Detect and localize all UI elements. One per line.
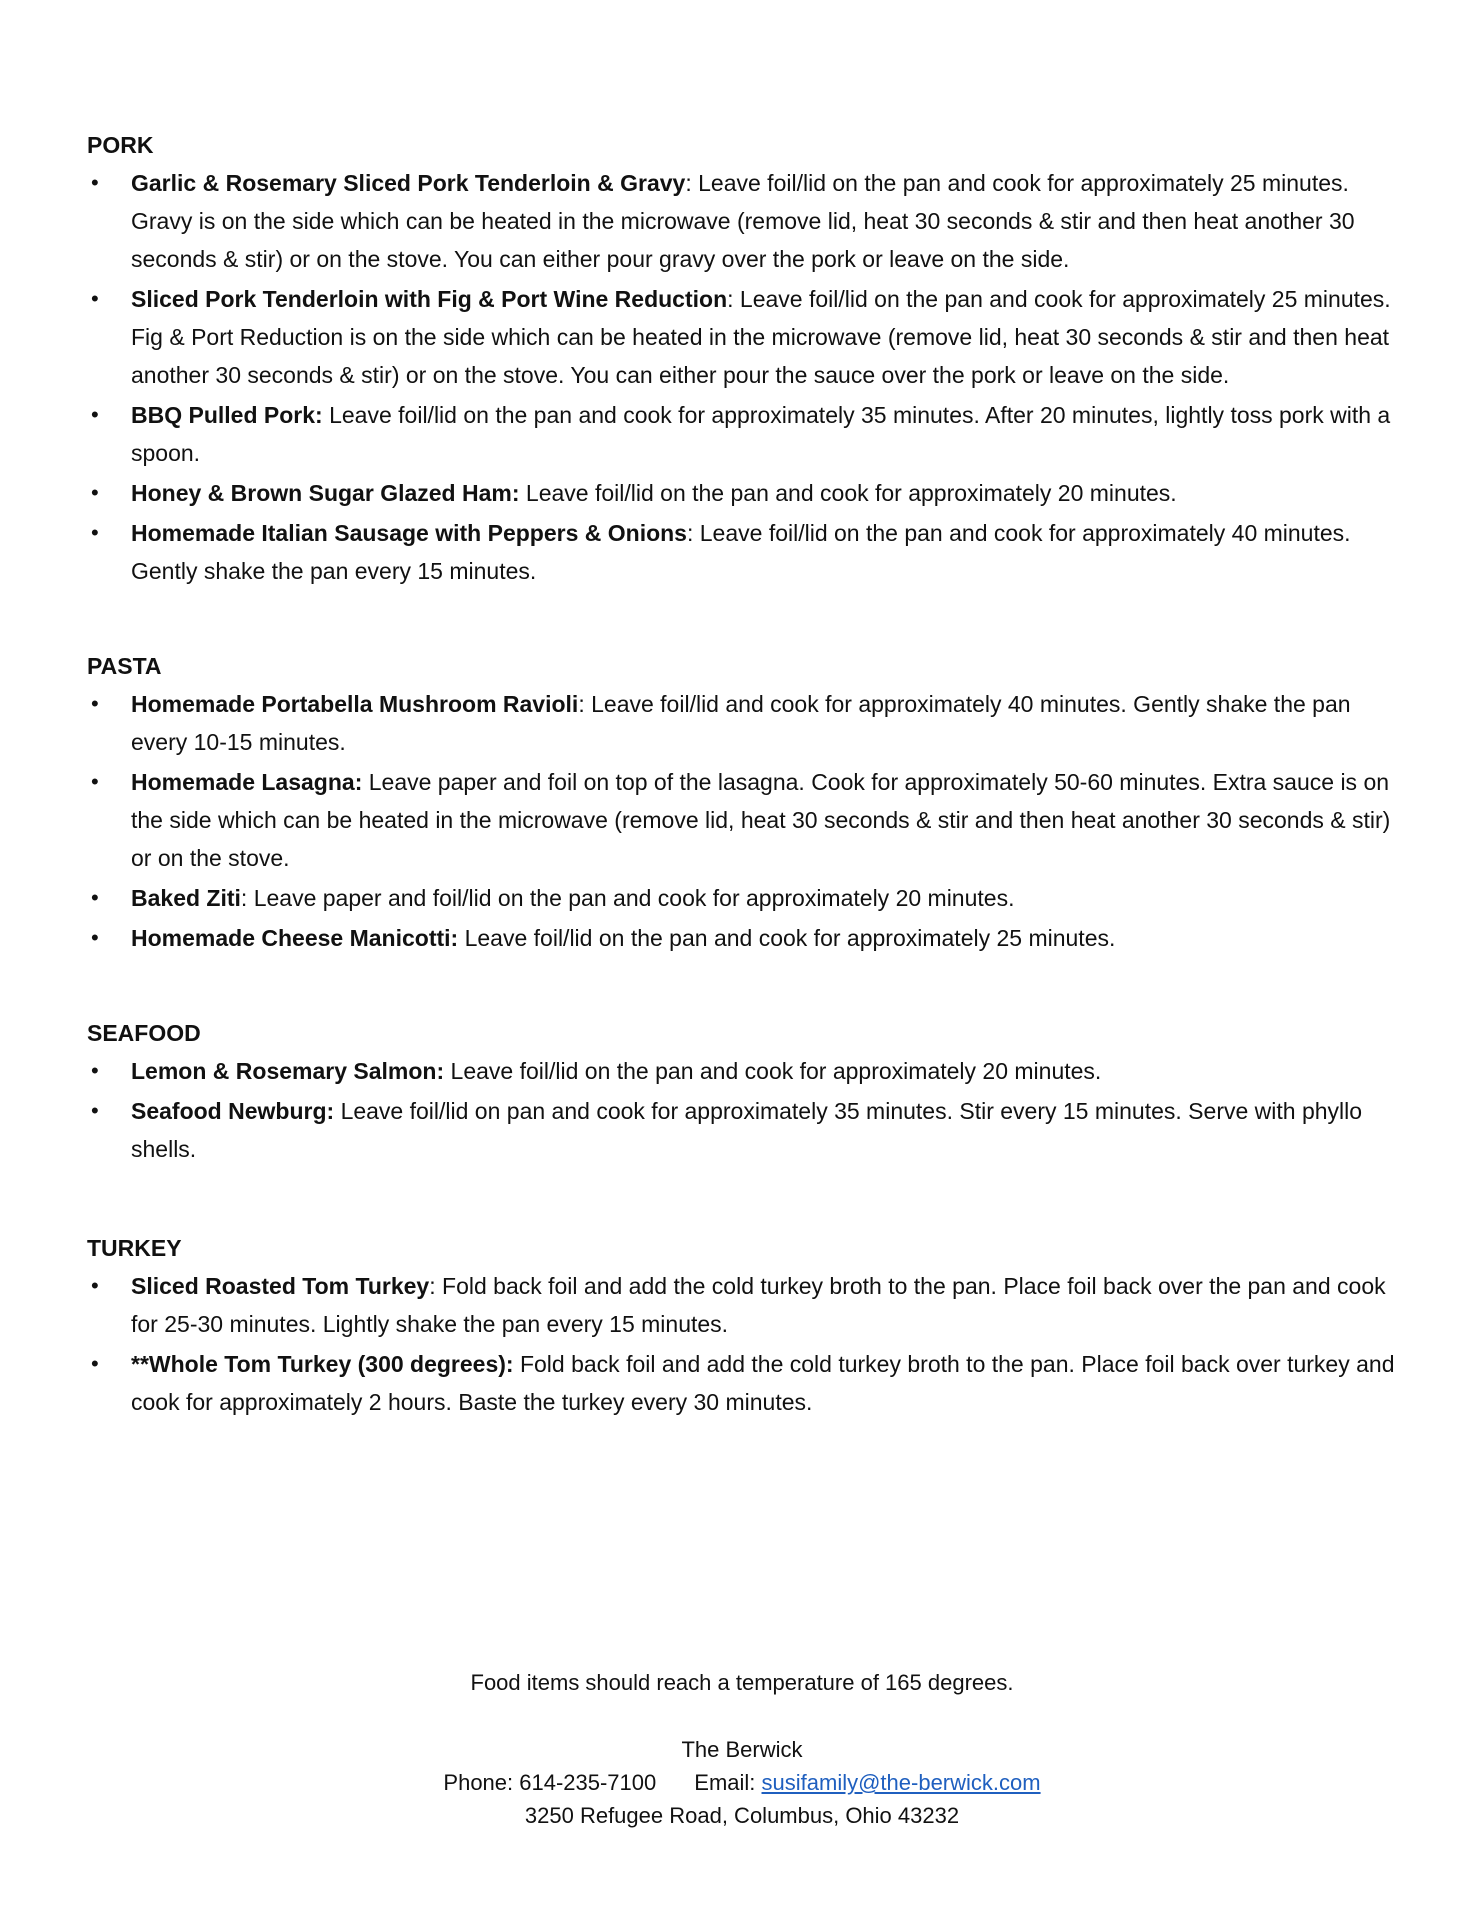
item-name: Homemade Italian Sausage with Peppers & Onions [131, 520, 687, 546]
item-name: Lemon & Rosemary Salmon: [131, 1058, 445, 1084]
phone-number: Phone: 614-235-7100 [443, 1770, 657, 1795]
item-name: Sliced Pork Tenderloin with Fig & Port Wine Reduction [131, 286, 728, 312]
contact-line [0, 1766, 1484, 1799]
section-pasta [87, 647, 1407, 957]
item-name: Homemade Cheese Manicotti: [131, 925, 459, 951]
bullet-icon: • [91, 885, 99, 910]
item-separator: : [429, 1273, 443, 1299]
item-name: Seafood Newburg: [131, 1098, 335, 1124]
bullet-icon: • [91, 402, 99, 427]
bullet-icon: • [91, 691, 99, 716]
item-instructions: Fold back foil and add the cold turkey broth to the pan. Place foil back over the pan and cook for 25-30 minutes. Lightly shake the pan every 15 minutes. [131, 1273, 1386, 1337]
section-turkey [87, 1229, 1407, 1421]
list-item [87, 474, 1407, 512]
address: 3250 Refugee Road, Columbus, Ohio 43232 [524, 1803, 960, 1828]
item-separator: : [240, 885, 254, 911]
section-heading: PASTA [87, 653, 162, 679]
item-instructions: Leave foil/lid on pan and cook for approximately 35 minutes. Stir every 15 minutes. Serve with phyllo shells. [131, 1098, 1363, 1162]
list-item [87, 514, 1407, 590]
item-name: Garlic & Rosemary Sliced Pork Tenderloin & Gravy [131, 170, 686, 196]
item-list [87, 164, 1407, 590]
item-name: Baked Ziti [131, 885, 241, 911]
list-item [87, 1092, 1407, 1168]
list-item [87, 919, 1407, 957]
item-instructions: Leave foil/lid on the pan and cook for approximately 40 minutes. Gently shake the pan every 15 minutes. [131, 520, 1351, 584]
section-spacer [87, 592, 1407, 647]
item-name: Honey & Brown Sugar Glazed Ham: [131, 480, 520, 506]
section-heading: SEAFOOD [87, 1020, 201, 1046]
list-item [87, 280, 1407, 394]
list-item [87, 1267, 1407, 1343]
temperature-note-text: Food items should reach a temperature of 165 degrees. [470, 1670, 1014, 1695]
item-instructions: Leave foil/lid on the pan and cook for approximately 35 minutes. After 20 minutes, lightly toss pork with a spoon. [131, 402, 1391, 466]
list-item [87, 396, 1407, 472]
temperature-note [0, 1666, 1484, 1699]
item-separator: : [685, 170, 699, 196]
list-item [87, 1345, 1407, 1421]
bullet-icon: • [91, 480, 99, 505]
section-heading: PORK [87, 132, 154, 158]
contact-block [0, 1733, 1484, 1832]
item-list [87, 685, 1407, 957]
item-separator: : [686, 520, 700, 546]
item-instructions: Leave foil/lid on the pan and cook for approximately 25 minutes. Gravy is on the side which can be heated in the microwave (remove lid, heat 30 seconds & stir and then heat another 30 seconds & stir) or on the stove. You can either pour gravy over the pork or leave on the side. [131, 170, 1355, 272]
item-instructions: Leave foil/lid on the pan and cook for approximately 25 minutes. [464, 925, 1116, 951]
item-instructions: Leave paper and foil/lid on the pan and cook for approximately 20 minutes. [253, 885, 1015, 911]
list-item [87, 1052, 1407, 1090]
list-item [87, 685, 1407, 761]
item-instructions: Leave foil/lid on the pan and cook for approximately 20 minutes. [450, 1058, 1102, 1084]
item-list [87, 1052, 1407, 1168]
business-name: The Berwick [681, 1737, 803, 1762]
bullet-icon: • [91, 769, 99, 794]
item-name: BBQ Pulled Pork: [131, 402, 323, 428]
bullet-icon: • [91, 1351, 99, 1376]
item-instructions: Fold back foil and add the cold turkey broth to the pan. Place foil back over turkey and cook for approximately 2 hours. Baste the turkey every 30 minutes. [131, 1351, 1395, 1415]
item-separator: : [578, 691, 592, 717]
bullet-icon: • [91, 1273, 99, 1298]
bullet-icon: • [91, 520, 99, 545]
list-item [87, 763, 1407, 877]
bullet-icon: • [91, 925, 99, 950]
bullet-icon: • [91, 286, 99, 311]
bullet-icon: • [91, 170, 99, 195]
item-list [87, 1267, 1407, 1421]
section-pork [87, 126, 1407, 590]
section-heading: TURKEY [87, 1235, 182, 1261]
bullet-icon: • [91, 1098, 99, 1123]
item-name: **Whole Tom Turkey (300 degrees): [131, 1351, 514, 1377]
item-name: Sliced Roasted Tom Turkey [131, 1273, 430, 1299]
item-instructions: Leave foil/lid and cook for approximately 40 minutes. Gently shake the pan every 10-15 minutes. [131, 691, 1351, 755]
section-seafood [87, 1014, 1407, 1168]
list-item [87, 164, 1407, 278]
list-item [87, 879, 1407, 917]
reheating-instructions [87, 126, 1407, 1423]
email-link[interactable]: susifamily@the-berwick.com [761, 1770, 1041, 1795]
email-label: Email: [694, 1770, 756, 1795]
bullet-icon: • [91, 1058, 99, 1083]
item-instructions: Leave paper and foil on top of the lasagna. Cook for approximately 50-60 minutes. Extra sauce is on the side which can be heated in the microwave (remove lid, heat 30 seconds & stir and then heat another 30 seconds & stir) or on the stove. [131, 769, 1391, 871]
section-spacer [87, 959, 1407, 1014]
item-name: Homemade Portabella Mushroom Ravioli [131, 691, 579, 717]
item-instructions: Leave foil/lid on the pan and cook for approximately 20 minutes. [525, 480, 1177, 506]
item-instructions: Leave foil/lid on the pan and cook for approximately 25 minutes. Fig & Port Reduction is on the side which can be heated in the microwave (remove lid, heat 30 seconds & stir and then heat another 30 seconds & stir) or on the stove. You can either pour the sauce over the pork or leave on the side. [131, 286, 1391, 388]
item-separator: : [727, 286, 740, 312]
section-spacer [87, 1170, 1407, 1229]
item-name: Homemade Lasagna: [131, 769, 363, 795]
